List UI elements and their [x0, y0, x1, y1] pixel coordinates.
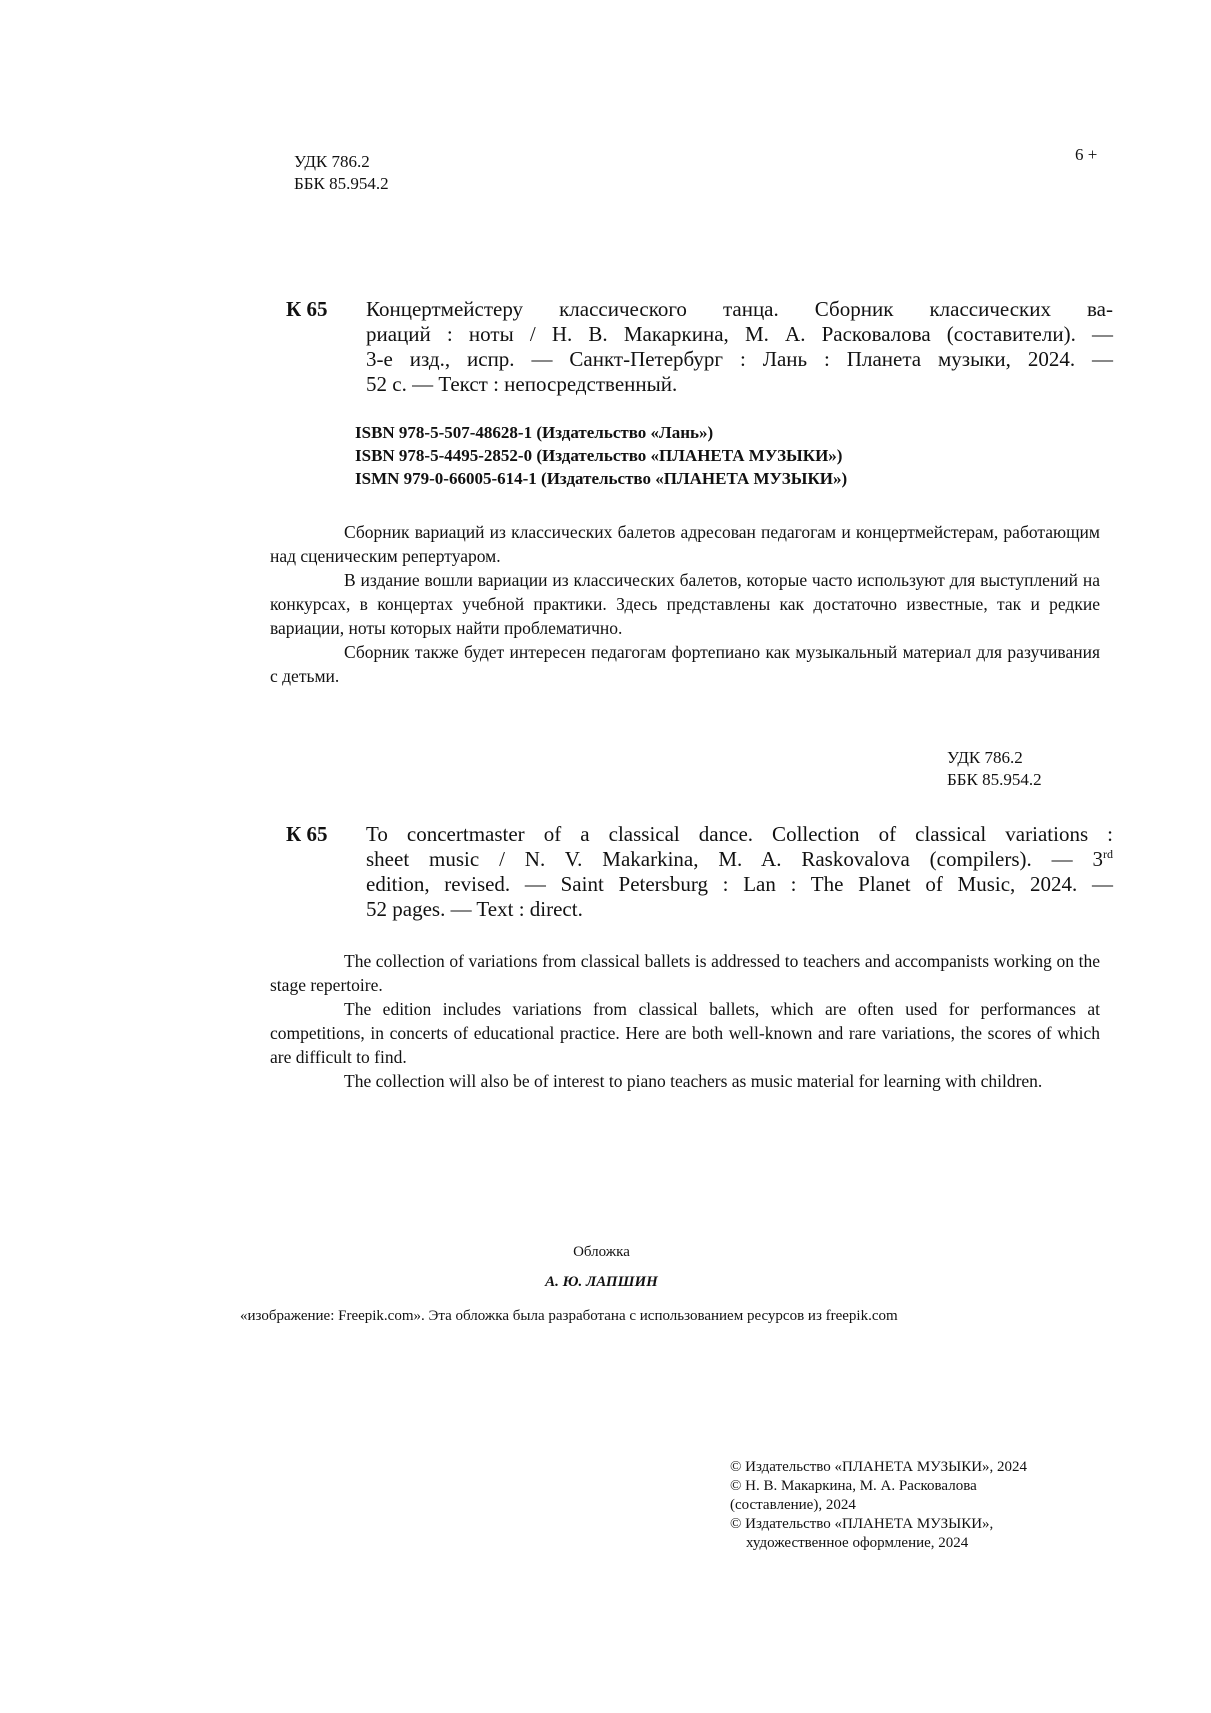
annotation-en — [270, 949, 1100, 1093]
bibliographic-entry-en — [286, 822, 1113, 932]
annotation-paragraph: The edition includes variations from classical ballets, which are often used for performances at competitions, in concerts of educational practice. Here are both well-known and rare variations, the scores of which are difficult to find. — [270, 999, 1100, 1067]
entry-text — [366, 297, 1113, 397]
entry-line: 52 pages. — Text : direct. — [366, 897, 583, 921]
author-mark: К 65 — [286, 822, 328, 846]
copyright-line: © Н. В. Макаркина, М. А. Расковалова — [730, 1478, 977, 1494]
entry-line: 52 с. — Текст : непосредственный. — [366, 372, 678, 396]
copyright-line: (составление), 2024 — [730, 1497, 856, 1513]
copyright-line: художественное оформление, 2024 — [746, 1535, 969, 1551]
annotation-paragraph: Сборник также будет интересен педагогам фортепиано как музыкальный материал для разучивания с детьми. — [270, 642, 1100, 686]
cover-credit-label — [0, 1244, 1211, 1261]
bbk-code: ББК 85.954.2 — [294, 174, 389, 193]
cover-label-text: Обложка — [573, 1244, 630, 1260]
cover-author-text: А. Ю. ЛАПШИН — [545, 1274, 658, 1290]
entry-line: Концертмейстеру классического танца. Сборник классических ва- — [366, 297, 1113, 321]
ordinal-suffix: rd — [1103, 847, 1113, 861]
isbn-line: ISBN 978-5-4495-2852-0 (Издательство «ПЛАНЕТА МУЗЫКИ») — [355, 446, 843, 465]
entry-line — [366, 847, 1113, 872]
udk-code: УДК 786.2 — [947, 748, 1023, 767]
annotation-paragraph: В издание вошли вариации из классических балетов, которые часто используют для выступлений на конкурсах, в концертах учебной практики. Здесь представлены как достаточно известные, так и редкие вариации, ноты которых найти проблематично. — [270, 570, 1100, 638]
entry-line: edition, revised. — Saint Petersburg : Lan : The Planet of Music, 2024. — — [366, 872, 1113, 896]
bbk-code: ББК 85.954.2 — [947, 770, 1042, 789]
annotation-paragraph: The collection will also be of interest to piano teachers as music material for learning with children. — [344, 1071, 1043, 1091]
entry-line: To concertmaster of a classical dance. Collection of classical variations : — [366, 822, 1113, 846]
udk-block-mid — [947, 747, 1042, 791]
copyright-block — [730, 1458, 1027, 1553]
cover-credit-author — [0, 1274, 1211, 1291]
copyright-line: © Издательство «ПЛАНЕТА МУЗЫКИ», — [730, 1516, 994, 1532]
isbn-line: ISBN 978-5-507-48628-1 (Издательство «Лань») — [355, 423, 714, 442]
author-mark: К 65 — [286, 297, 328, 321]
ismn-line: ISMN 979-0-66005-614-1 (Издательство «ПЛАНЕТА МУЗЫКИ») — [355, 469, 848, 488]
isbn-block — [355, 421, 847, 490]
udk-block-top — [294, 151, 389, 195]
entry-line-text: sheet music / N. V. Makarkina, M. A. Raskovalova (compilers). — 3 — [366, 847, 1103, 871]
bibliographic-entry-ru — [286, 297, 1113, 407]
entry-text — [366, 822, 1113, 922]
age-rating: 6 + — [1075, 145, 1098, 164]
annotation-ru — [270, 520, 1100, 688]
image-credit-note: «изображение: Freepik.com». Эта обложка была разработана с использованием ресурсов из freepik.com — [240, 1308, 898, 1324]
copyright-line: © Издательство «ПЛАНЕТА МУЗЫКИ», 2024 — [730, 1459, 1028, 1475]
entry-line: 3-е изд., испр. — Санкт-Петербург : Лань : Планета музыки, 2024. — — [366, 347, 1113, 371]
udk-code: УДК 786.2 — [294, 152, 370, 171]
entry-line: риаций : ноты / Н. В. Макаркина, М. А. Расковалова (составители). — — [366, 322, 1113, 346]
annotation-paragraph: Сборник вариаций из классических балетов адресован педагогам и концертмейстерам, работающим над сценическим репертуаром. — [270, 522, 1100, 566]
annotation-paragraph: The collection of variations from classical ballets is addressed to teachers and accompanists working on the stage repertoire. — [270, 951, 1100, 995]
